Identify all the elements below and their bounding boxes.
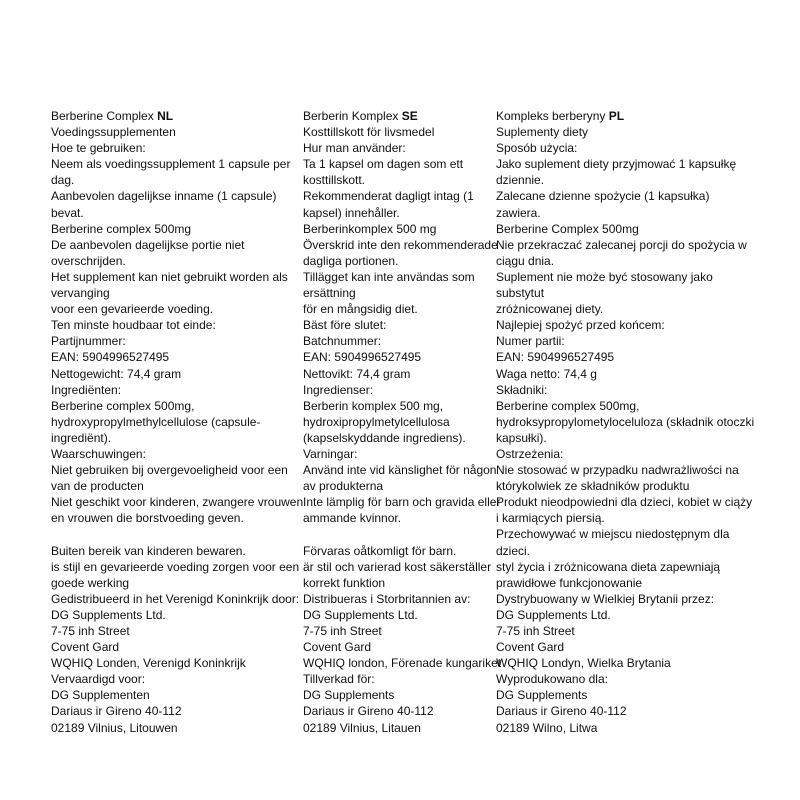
text-line: dzieci. (496, 543, 531, 558)
text-line: ciągu dnia. (496, 253, 555, 268)
text-line: Nettovikt: 74,4 gram (303, 366, 411, 381)
text-line: ammande kvinnor. (303, 511, 402, 526)
text-line: Distribueras i Storbritannien av: (303, 591, 471, 606)
text-line: Överskrid inte den rekommenderade (303, 237, 498, 252)
text-line: DG Supplements Ltd. (51, 607, 166, 622)
text-line: EAN: 5904996527495 (496, 350, 615, 365)
text-line: zawiera. (496, 205, 541, 220)
text-line: Ta 1 kapsel om dagen som ett (303, 157, 464, 172)
text-line: prawidłowe funkcjonowanie (496, 575, 643, 590)
text-line: Ten minste houdbaar tot einde: (51, 318, 216, 333)
text-line: Het supplement kan niet gebruikt worden als (51, 269, 288, 284)
text-line: i karmiących piersią. (496, 511, 605, 526)
text-line: kapsel) innehåller. (303, 205, 400, 220)
text-line: voor een gevarieerde voeding. (51, 302, 214, 317)
text-line: Partijnummer: (51, 334, 126, 349)
text-line (51, 526, 303, 542)
text-line: substytut (496, 286, 545, 301)
text-line: Neem als voedingssupplement 1 capsule per (51, 157, 291, 172)
text-line: WQHIQ london, Förenade kungariket (303, 656, 502, 671)
text-line: Dystrybuowany w Wielkiej Brytanii przez: (496, 591, 715, 606)
text-line: WQHIQ Londen, Verenigd Koninkrijk (51, 656, 246, 671)
text-line: DG Supplements Ltd. (303, 607, 418, 622)
text-line: Varningar: (303, 446, 358, 461)
text-line: Berberinkomplex 500 mg (303, 221, 437, 236)
text-line: EAN: 5904996527495 (303, 350, 422, 365)
text-line: is stijl en gevarieerde voeding zorgen voor een (51, 559, 300, 574)
text-line: 02189 Wilno, Litwa (496, 720, 598, 735)
text-line: EAN: 5904996527495 (51, 350, 170, 365)
text-line: overschrijden. (51, 253, 126, 268)
text-line: Vervaardigd voor: (51, 672, 146, 687)
text-line: (kapselskyddande ingrediens). (303, 430, 466, 445)
text-line: Ingredienser: (303, 382, 374, 397)
text-line: Dariaus ir Gireno 40-112 (496, 704, 627, 719)
text-line: Rekommenderat dagligt intag (1 (303, 189, 474, 204)
column-heading (51, 108, 303, 124)
text-line: De aanbevolen dagelijkse portie niet (51, 237, 245, 252)
text-line: Aanbevolen dagelijkse inname (1 capsule) (51, 189, 277, 204)
text-line: Förvaras oåtkomligt för barn. (303, 543, 457, 558)
text-line: är stil och varierad kost säkerställer (303, 559, 492, 574)
text-line: styl życia i zróżnicowana dieta zapewniają (496, 559, 721, 574)
text-line: dziennie. (496, 173, 545, 188)
text-line: DG Supplements (303, 688, 395, 703)
text-line: Voedingssupplementen (51, 125, 176, 140)
text-line: Nettogewicht: 74,4 gram (51, 366, 182, 381)
text-line: Hur man använder: (303, 141, 406, 156)
product-title: Berberin Komplex (303, 109, 402, 123)
column-se (303, 108, 501, 736)
text-line: Waga netto: 74,4 g (496, 366, 597, 381)
text-line: Berberine complex 500mg, (51, 398, 195, 413)
text-line: Buiten bereik van kinderen bewaren. (51, 543, 246, 558)
text-line: którykolwiek ze składników produktu (496, 479, 690, 494)
text-line: Produkt nieodpowiedni dla dzieci, kobiet w ciąży (496, 495, 753, 510)
text-line: Waarschuwingen: (51, 446, 146, 461)
product-title: Berberine Complex (51, 109, 158, 123)
text-line: Niet geschikt voor kinderen, zwangere vrouwen (51, 495, 304, 510)
text-line: 7-75 inh Street (51, 624, 130, 638)
text-line: 02189 Vilnius, Litauen (303, 720, 421, 735)
text-line: Najlepiej spożyć przed końcem: (496, 318, 665, 333)
text-line: vervanging (51, 286, 110, 301)
text-line: Batchnummer: (303, 334, 382, 349)
language-code: NL (157, 109, 174, 123)
text-line: 7-75 inh Street (303, 624, 382, 638)
text-line: van de producten (51, 479, 144, 494)
text-line: kapsułki). (496, 430, 547, 445)
text-line: DG Supplements Ltd. (496, 607, 611, 622)
text-line: Jako suplement diety przyjmować 1 kapsułkę (496, 157, 737, 172)
text-line: Covent Gard (496, 640, 565, 655)
text-line: Wyprodukowano dla: (496, 672, 608, 687)
product-title: Kompleks berberyny (496, 109, 609, 123)
text-line: 7-75 inh Street (496, 624, 575, 638)
text-line: Gedistribueerd in het Verenigd Koninkrijk door: (51, 591, 300, 606)
text-line: Hoe te gebruiken: (51, 141, 146, 156)
text-line: Suplementy diety (496, 125, 589, 140)
column-heading (303, 108, 501, 124)
text-line: för en mångsidig diet. (303, 302, 418, 317)
text-line: hydroksypropylometyloceluloza (składnik otoczki (496, 414, 755, 429)
text-line: Nie przekraczać zalecanej porcji do spożycia w (496, 237, 747, 252)
text-line: Tillverkad för: (303, 672, 375, 687)
text-line: dagliga portionen. (303, 253, 399, 268)
text-line: Dariaus ir Gireno 40-112 (303, 704, 434, 719)
language-code: SE (401, 109, 418, 123)
text-line: Berberin komplex 500 mg, (303, 398, 444, 413)
text-line: Numer partii: (496, 334, 565, 349)
text-line: Ingrediënten: (51, 382, 122, 397)
text-line: zróżnicowanej diety. (496, 302, 604, 317)
text-line: korrekt funktion (303, 575, 386, 590)
text-line: Covent Gard (51, 640, 120, 655)
text-line: Niet gebruiken bij overgevoeligheid voor een (51, 463, 288, 478)
text-line: Dariaus ir Gireno 40-112 (51, 704, 182, 719)
text-line: Inte lämplig för barn och gravida eller (303, 495, 501, 510)
text-line: Tillägget kan inte användas som (303, 269, 475, 284)
text-line: Zalecane dzienne spożycie (1 kapsułka) (496, 189, 710, 204)
column-heading (496, 108, 754, 124)
text-line: ingrediënt). (51, 430, 112, 445)
text-line (303, 526, 501, 542)
text-line: Berberine complex 500mg, (496, 398, 640, 413)
text-line: en vrouwen die borstvoeding geven. (51, 511, 244, 526)
text-line: 02189 Vilnius, Litouwen (51, 720, 178, 735)
text-line: hydroxipropylmetylcellulosa (303, 414, 450, 429)
text-line: Nie stosować w przypadku nadwrażliwości na (496, 463, 739, 478)
text-line: Sposób użycia: (496, 141, 578, 156)
text-line: Suplement nie może być stosowany jako (496, 269, 713, 284)
column-pl (496, 108, 754, 736)
text-line: Berberine Complex 500mg (496, 221, 639, 236)
text-line: DG Supplements (496, 688, 588, 703)
text-line: hydroxypropylmethylcellulose (capsule- (51, 414, 261, 429)
column-nl (51, 108, 303, 736)
text-line: Składniki: (496, 382, 548, 397)
text-line: Covent Gard (303, 640, 372, 655)
text-line: Przechowywać w miejscu niedostępnym dla (496, 527, 730, 542)
text-line: Berberine complex 500mg (51, 221, 192, 236)
text-line: WQHIQ Londyn, Wielka Brytania (496, 656, 671, 671)
text-line: goede werking (51, 575, 130, 590)
text-line: Bäst före slutet: (303, 318, 387, 333)
text-line: av produkterna (303, 479, 384, 494)
text-line: bevat. (51, 205, 84, 220)
text-line: DG Supplementen (51, 688, 150, 703)
text-line: dag. (51, 173, 75, 188)
text-line: kosttillskott. (303, 173, 366, 188)
language-code: PL (608, 109, 625, 123)
text-line: Ostrzeżenia: (496, 446, 564, 461)
text-line: ersättning (303, 286, 356, 301)
text-line: Använd inte vid känslighet för någon (303, 463, 497, 478)
text-line: Kosttillskott för livsmedel (303, 125, 435, 140)
